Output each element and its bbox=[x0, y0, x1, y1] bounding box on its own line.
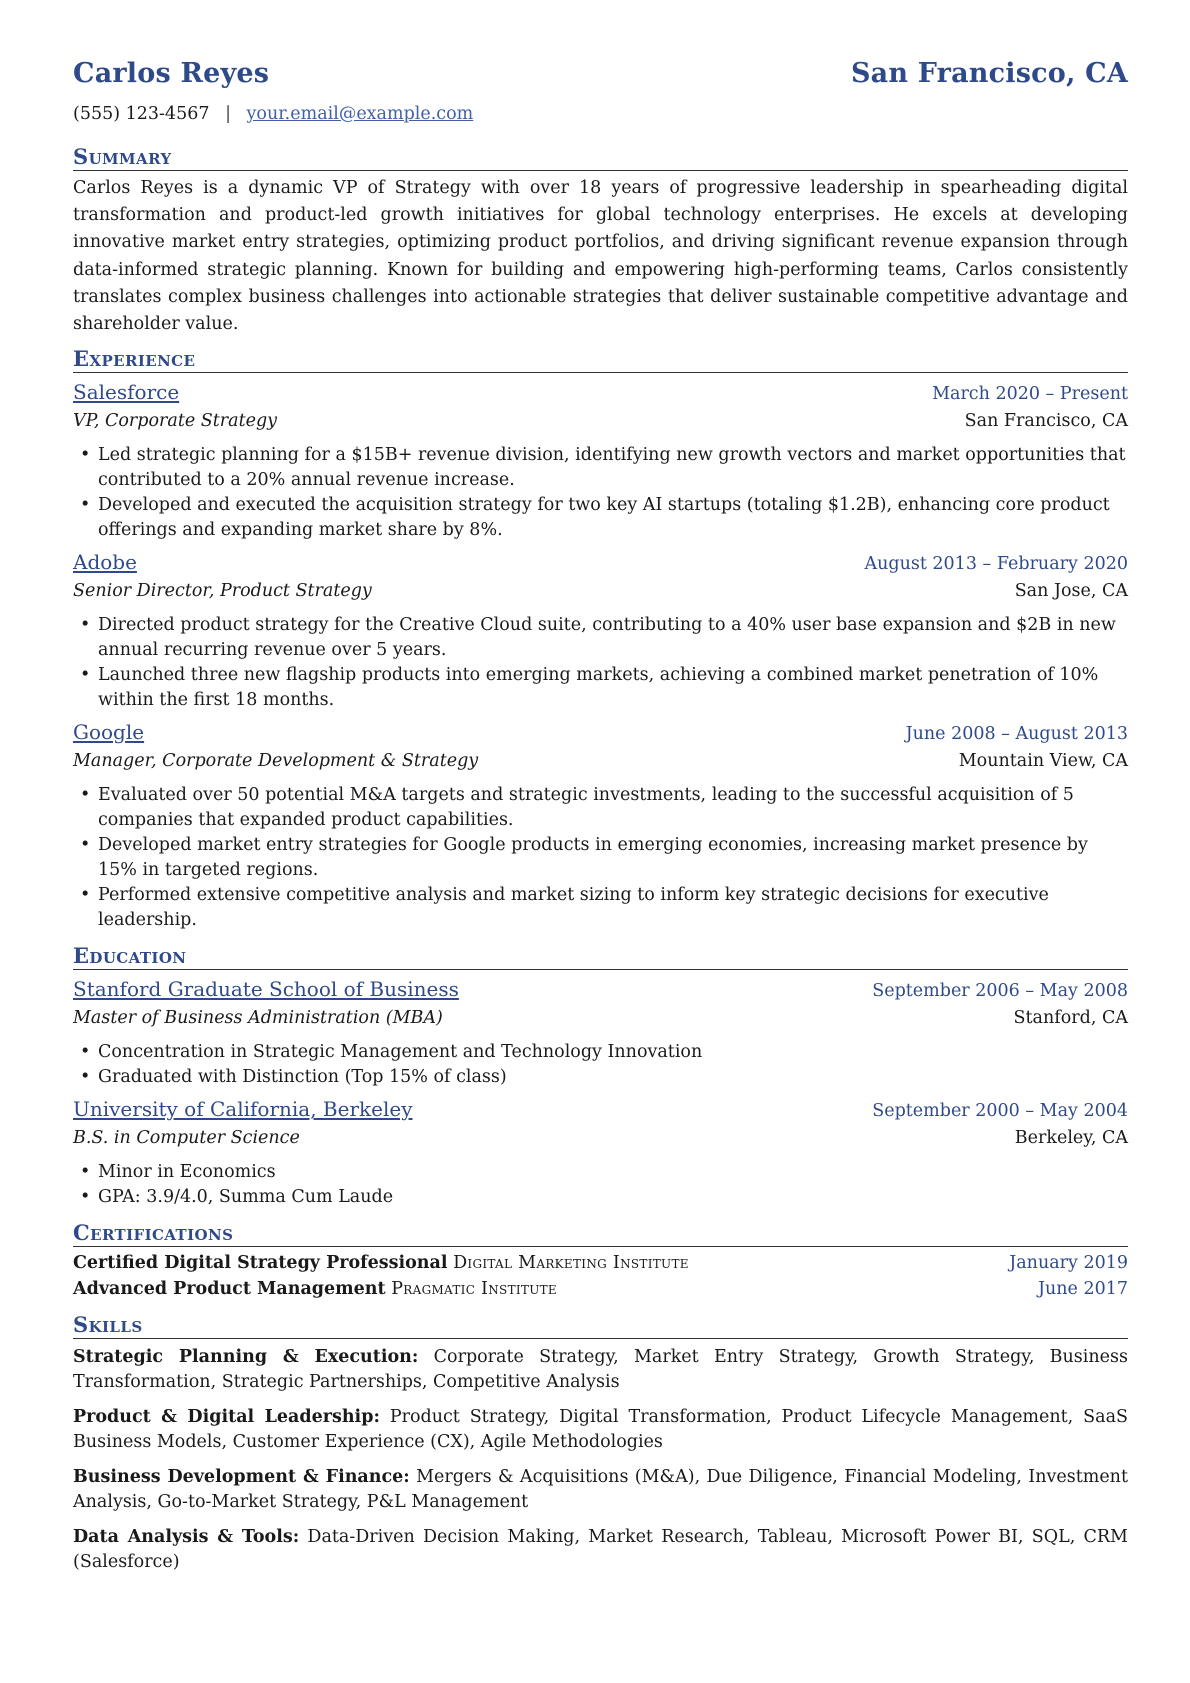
job-dates: March 2020 – Present bbox=[932, 384, 1128, 405]
skill-group bbox=[73, 1405, 1128, 1455]
experience-entry bbox=[73, 379, 1128, 543]
skill-group-label: Data Analysis & Tools: bbox=[73, 1527, 300, 1548]
certification-date: January 2019 bbox=[1009, 1253, 1128, 1274]
skill-group bbox=[73, 1345, 1128, 1395]
experience-entry bbox=[73, 719, 1128, 933]
skill-group-text: Data-Driven Decision Making, Market Research, Tableau, Microsoft Power BI, SQL, CRM (Salesforce) bbox=[73, 1527, 1128, 1573]
certification-date: June 2017 bbox=[1037, 1278, 1128, 1299]
skill-group-label: Business Development & Finance: bbox=[73, 1467, 410, 1488]
job-location: San Francisco, CA bbox=[964, 411, 1128, 432]
school-location: Stanford, CA bbox=[1013, 1008, 1128, 1029]
job-role: Manager, Corporate Development & Strategy bbox=[73, 751, 479, 772]
certification-item bbox=[73, 1277, 1128, 1303]
job-location: San Jose, CA bbox=[1014, 581, 1128, 602]
school-link[interactable]: Stanford Graduate School of Business bbox=[73, 977, 459, 1002]
skill-group-label: Product & Digital Leadership: bbox=[73, 1407, 380, 1428]
skill-group bbox=[73, 1525, 1128, 1575]
bullet-item: • Developed market entry strategies for Google products in emerging economies, increasing market presence by 15% in targeted regions. bbox=[73, 833, 1128, 883]
degree: Master of Business Administration (MBA) bbox=[73, 1008, 443, 1029]
bullet-item: • GPA: 3.9/4.0, Summa Cum Laude bbox=[73, 1185, 1128, 1210]
skill-group-label: Strategic Planning & Execution: bbox=[73, 1347, 419, 1368]
job-location: Mountain View, CA bbox=[958, 751, 1128, 772]
school-location: Berkeley, CA bbox=[1014, 1128, 1128, 1149]
education-bullets bbox=[73, 1160, 1128, 1210]
candidate-name: Carlos Reyes bbox=[73, 58, 270, 89]
bullet-item: • Graduated with Distinction (Top 15% of class) bbox=[73, 1065, 1128, 1090]
bullet-item: • Concentration in Strategic Management and Technology Innovation bbox=[73, 1040, 1128, 1065]
section-title-summary: Summary bbox=[73, 144, 1128, 171]
section-title-experience: Experience bbox=[73, 346, 1128, 373]
skill-group-text: Corporate Strategy, Market Entry Strategy, Growth Strategy, Business Transformation, Strategic Partnerships, Competitive Analysis bbox=[73, 1347, 1128, 1393]
skill-group bbox=[73, 1465, 1128, 1515]
contact-line bbox=[73, 104, 1128, 134]
summary-text: Carlos Reyes is a dynamic VP of Strategy with over 18 years of progressive leadership in spearheading digital transformation and product-led growth initiatives for global technology enterprises. He excels at developing innovative market entry strategies, optimizing product portfolios, and driving significant revenue expansion through data-informed strategic planning. Known for building and empowering high-performing teams, Carlos consistently translates complex business challenges into actionable strategies that deliver sustainable competitive advantage and shareholder value. bbox=[73, 178, 1128, 335]
certification-name: Advanced Product Management bbox=[73, 1278, 386, 1299]
contact-separator: | bbox=[225, 104, 231, 124]
skill-group-text: Mergers & Acquisitions (M&A), Due Diligence, Financial Modeling, Investment Analysis, Go-to-Market Strategy, P&L Management bbox=[73, 1467, 1128, 1513]
email-link[interactable]: your.email@example.com bbox=[246, 104, 474, 124]
job-role: Senior Director, Product Strategy bbox=[73, 581, 372, 602]
job-bullets bbox=[73, 783, 1128, 933]
job-bullets bbox=[73, 443, 1128, 543]
experience-entry bbox=[73, 549, 1128, 713]
bullet-item: • Directed product strategy for the Creative Cloud suite, contributing to a 40% user base expansion and $2B in new annual recurring revenue over 5 years. bbox=[73, 613, 1128, 663]
degree: B.S. in Computer Science bbox=[73, 1128, 300, 1149]
certification-name: Certified Digital Strategy Professional bbox=[73, 1253, 448, 1274]
bullet-item: • Minor in Economics bbox=[73, 1160, 1128, 1185]
resume-page bbox=[73, 58, 1128, 1575]
bullet-item: • Led strategic planning for a $15B+ revenue division, identifying new growth vectors and market opportunities that contributed to a 20% annual revenue increase. bbox=[73, 443, 1128, 493]
education-entry bbox=[73, 1096, 1128, 1210]
education-dates: September 2000 – May 2004 bbox=[872, 1101, 1128, 1122]
phone-number: (555) 123-4567 bbox=[73, 104, 210, 124]
bullet-item: • Developed and executed the acquisition strategy for two key AI startups (totaling $1.2B), enhancing core product offerings and expanding market share by 8%. bbox=[73, 493, 1128, 543]
certification-item bbox=[73, 1251, 1128, 1277]
certification-institute: Digital Marketing Institute bbox=[453, 1253, 689, 1274]
candidate-location: San Francisco, CA bbox=[850, 58, 1128, 89]
section-title-education: Education bbox=[73, 943, 1128, 970]
company-link[interactable]: Salesforce bbox=[73, 380, 180, 405]
school-link[interactable]: University of California, Berkeley bbox=[73, 1097, 413, 1122]
company-link[interactable]: Google bbox=[73, 720, 145, 745]
resume-header bbox=[73, 58, 1128, 100]
bullet-item: • Performed extensive competitive analysis and market sizing to inform key strategic decisions for executive leadership. bbox=[73, 883, 1128, 933]
certification-institute: Pragmatic Institute bbox=[391, 1278, 557, 1299]
job-dates: August 2013 – February 2020 bbox=[864, 554, 1128, 575]
education-dates: September 2006 – May 2008 bbox=[872, 981, 1128, 1002]
section-title-certifications: Certifications bbox=[73, 1220, 1128, 1247]
bullet-item: • Launched three new flagship products into emerging markets, achieving a combined market penetration of 10% within the first 18 months. bbox=[73, 663, 1128, 713]
job-dates: June 2008 – August 2013 bbox=[905, 724, 1128, 745]
job-bullets bbox=[73, 613, 1128, 713]
job-role: VP, Corporate Strategy bbox=[73, 411, 278, 432]
bullet-item: • Evaluated over 50 potential M&A targets and strategic investments, leading to the successful acquisition of 5 companies that expanded product capabilities. bbox=[73, 783, 1128, 833]
certification-list bbox=[73, 1251, 1128, 1302]
education-entry bbox=[73, 976, 1128, 1090]
education-bullets bbox=[73, 1040, 1128, 1090]
section-title-skills: Skills bbox=[73, 1312, 1128, 1339]
skill-group-text: Product Strategy, Digital Transformation, Product Lifecycle Management, SaaS Business Models, Customer Experience (CX), Agile Methodologies bbox=[73, 1407, 1128, 1453]
company-link[interactable]: Adobe bbox=[73, 550, 137, 575]
